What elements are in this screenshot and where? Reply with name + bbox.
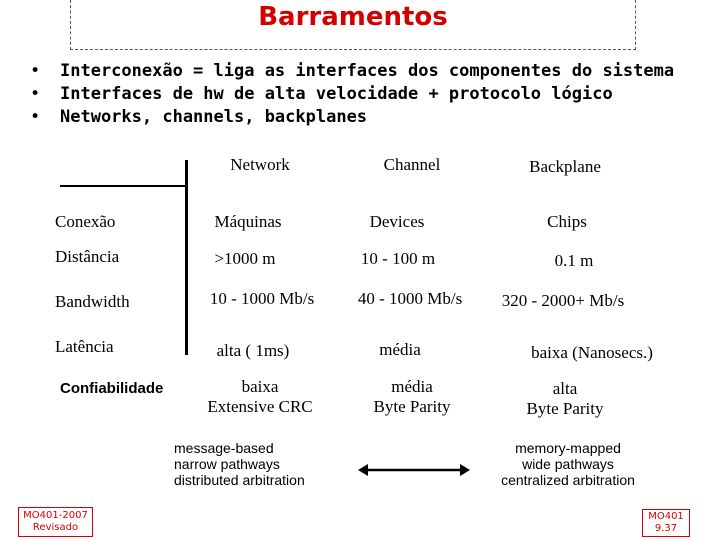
note-line: distributed arbitration (174, 472, 305, 488)
note-line: memory-mapped (515, 440, 621, 456)
slide-title: Barramentos (258, 2, 448, 32)
note-line: wide pathways (522, 456, 614, 472)
cell-confiabilidade-channel (347, 377, 477, 417)
double-arrow-icon (358, 463, 470, 477)
cell-distancia-network: >1000 m (214, 249, 276, 268)
bullet-item: • Networks, channels, backplanes (30, 106, 674, 129)
table-horizontal-divider (60, 185, 188, 187)
note-line: narrow pathways (174, 456, 280, 472)
cell-line: baixa (241, 377, 279, 396)
cell-bandwidth-network: 10 - 1000 Mb/s (209, 289, 315, 308)
cell-bandwidth-channel: 40 - 1000 Mb/s (357, 289, 463, 308)
stamp-line: 9.37 (654, 523, 678, 534)
cell-latencia-backplane: baixa (Nanosecs.) (531, 343, 653, 362)
cell-bandwidth-backplane: 320 - 2000+ Mb/s (501, 291, 625, 310)
column-header-backplane: Backplane (529, 157, 601, 176)
column-header-network: Network (230, 155, 290, 174)
bullet-list (30, 60, 674, 129)
bullet-item: • Interconexão = liga as interfaces dos componentes do sistema (30, 60, 674, 83)
cell-line: média (391, 377, 433, 396)
note-line: message-based (174, 440, 274, 456)
note-line: centralized arbitration (501, 472, 635, 488)
cell-distancia-backplane: 0.1 m (554, 251, 594, 270)
cell-conexao-network: Máquinas (214, 212, 282, 231)
stamp-line: MO401 (648, 511, 684, 522)
row-label-latencia: Latência (55, 337, 114, 356)
cell-confiabilidade-backplane (500, 379, 630, 419)
cell-conexao-backplane: Chips (547, 212, 587, 231)
row-label-conexao: Conexão (55, 212, 116, 231)
row-label-bandwidth: Bandwidth (55, 292, 130, 311)
cell-line: Byte Parity (373, 397, 451, 416)
cell-latencia-network: alta ( 1ms) (216, 341, 290, 360)
footer-course-stamp (18, 507, 93, 537)
row-label-distancia: Distância (55, 247, 120, 266)
column-header-channel: Channel (383, 155, 441, 174)
cell-line: Byte Parity (526, 399, 604, 418)
cell-latencia-channel: média (379, 340, 421, 359)
spectrum-right-note (478, 440, 658, 488)
cell-line: Extensive CRC (207, 397, 313, 416)
spectrum-left-note (174, 440, 305, 488)
cell-confiabilidade-network (195, 377, 325, 417)
cell-line: alta (552, 379, 578, 398)
row-label-confiabilidade: Confiabilidade (60, 380, 164, 397)
cell-distancia-channel: 10 - 100 m (360, 249, 436, 268)
bullet-item: • Interfaces de hw de alta velocidade + protocolo lógico (30, 83, 674, 106)
footer-page-stamp (642, 509, 690, 537)
cell-conexao-channel: Devices (369, 212, 425, 231)
stamp-line: Revisado (32, 522, 79, 533)
stamp-line: MO401-2007 (23, 510, 88, 521)
